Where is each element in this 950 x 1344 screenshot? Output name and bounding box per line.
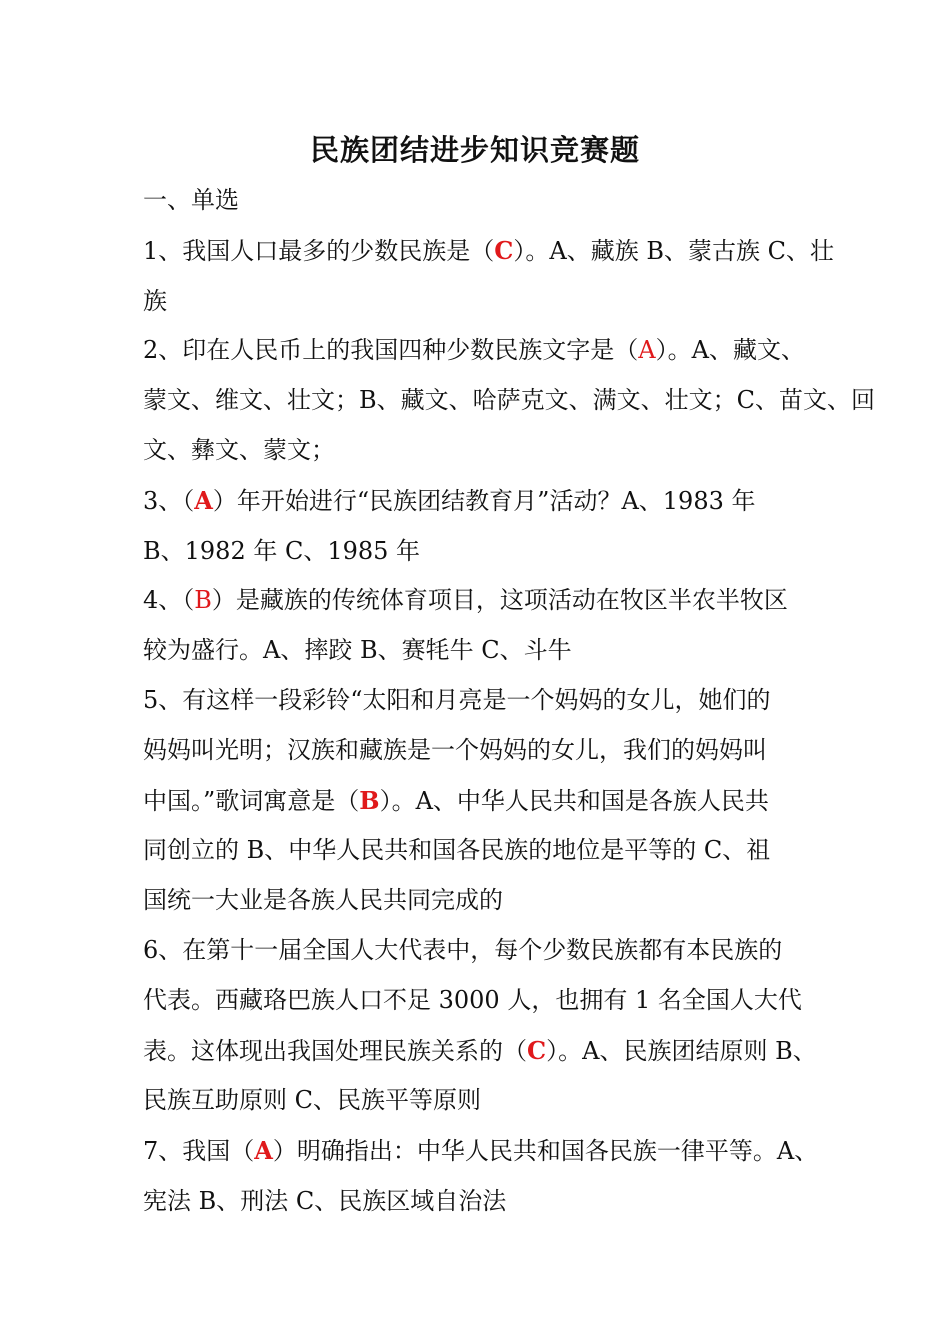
question-5-line-1: 5、有这样一段彩铃“太阳和月亮是一个妈妈的女儿，她们的 — [143, 685, 771, 714]
answer-marker: B — [194, 586, 212, 615]
question-5-line-5: 国统一大业是各族人民共同完成的 — [143, 886, 503, 915]
question-6-line-4: 民族互助原则 C、民族平等原则 — [143, 1086, 481, 1115]
question-4-line-2: 较为盛行。A、摔跤 B、赛牦牛 C、斗牛 — [143, 636, 572, 665]
section-heading: 一、单选 — [143, 186, 239, 214]
question-1-line-2: 族 — [143, 286, 167, 315]
answer-marker: B — [359, 785, 380, 815]
question-3-line-2: B、1982 年 C、1985 年 — [143, 536, 421, 565]
question-7-line-1: 7、我国（A）明确指出：中华人民共和国各民族一律平等。A、 — [143, 1136, 819, 1166]
document-body — [143, 176, 875, 1227]
answer-marker: A — [638, 336, 656, 365]
question-2-line-2: 蒙文、维文、壮文；B、藏文、哈萨克文、满文、壮文；C、苗文、回 — [143, 386, 875, 415]
question-2-line-1: 2、印在人民币上的我国四种少数民族文字是（A）。A、藏文、 — [143, 336, 805, 365]
question-7-line-2: 宪法 B、刑法 C、民族区域自治法 — [143, 1186, 507, 1215]
question-5-line-3: 中国。”歌词寓意是（B）。A、中华人民共和国是各族人民共 — [143, 785, 769, 815]
answer-marker: A — [194, 485, 213, 515]
question-5-line-2: 妈妈叫光明；汉族和藏族是一个妈妈的女儿，我们的妈妈叫 — [143, 735, 767, 764]
answer-marker: C — [527, 1035, 547, 1065]
question-1-line-1: 1、我国人口最多的少数民族是（C）。A、藏族 B、蒙古族 C、壮 — [143, 235, 834, 265]
answer-marker: C — [494, 235, 514, 265]
question-4-line-1: 4、（B）是藏族的传统体育项目，这项活动在牧区半农半牧区 — [143, 586, 788, 615]
question-6-line-1: 6、在第十一届全国人大代表中，每个少数民族都有本民族的 — [143, 935, 783, 964]
answer-marker: A — [254, 1136, 273, 1166]
question-5-line-4: 同创立的 B、中华人民共和国各民族的地位是平等的 C、祖 — [143, 836, 771, 865]
question-6-line-3: 表。这体现出我国处理民族关系的（C）。A、民族团结原则 B、 — [143, 1035, 817, 1065]
question-2-line-3: 文、彝文、蒙文； — [143, 435, 335, 464]
question-6-line-2: 代表。西藏珞巴族人口不足 3000 人，也拥有 1 名全国人大代 — [143, 985, 802, 1014]
document-title: 民族团结进步知识竞赛题 — [309, 133, 640, 167]
question-3-line-1: 3、（A）年开始进行“民族团结教育月”活动？A、1983 年 — [143, 485, 756, 515]
